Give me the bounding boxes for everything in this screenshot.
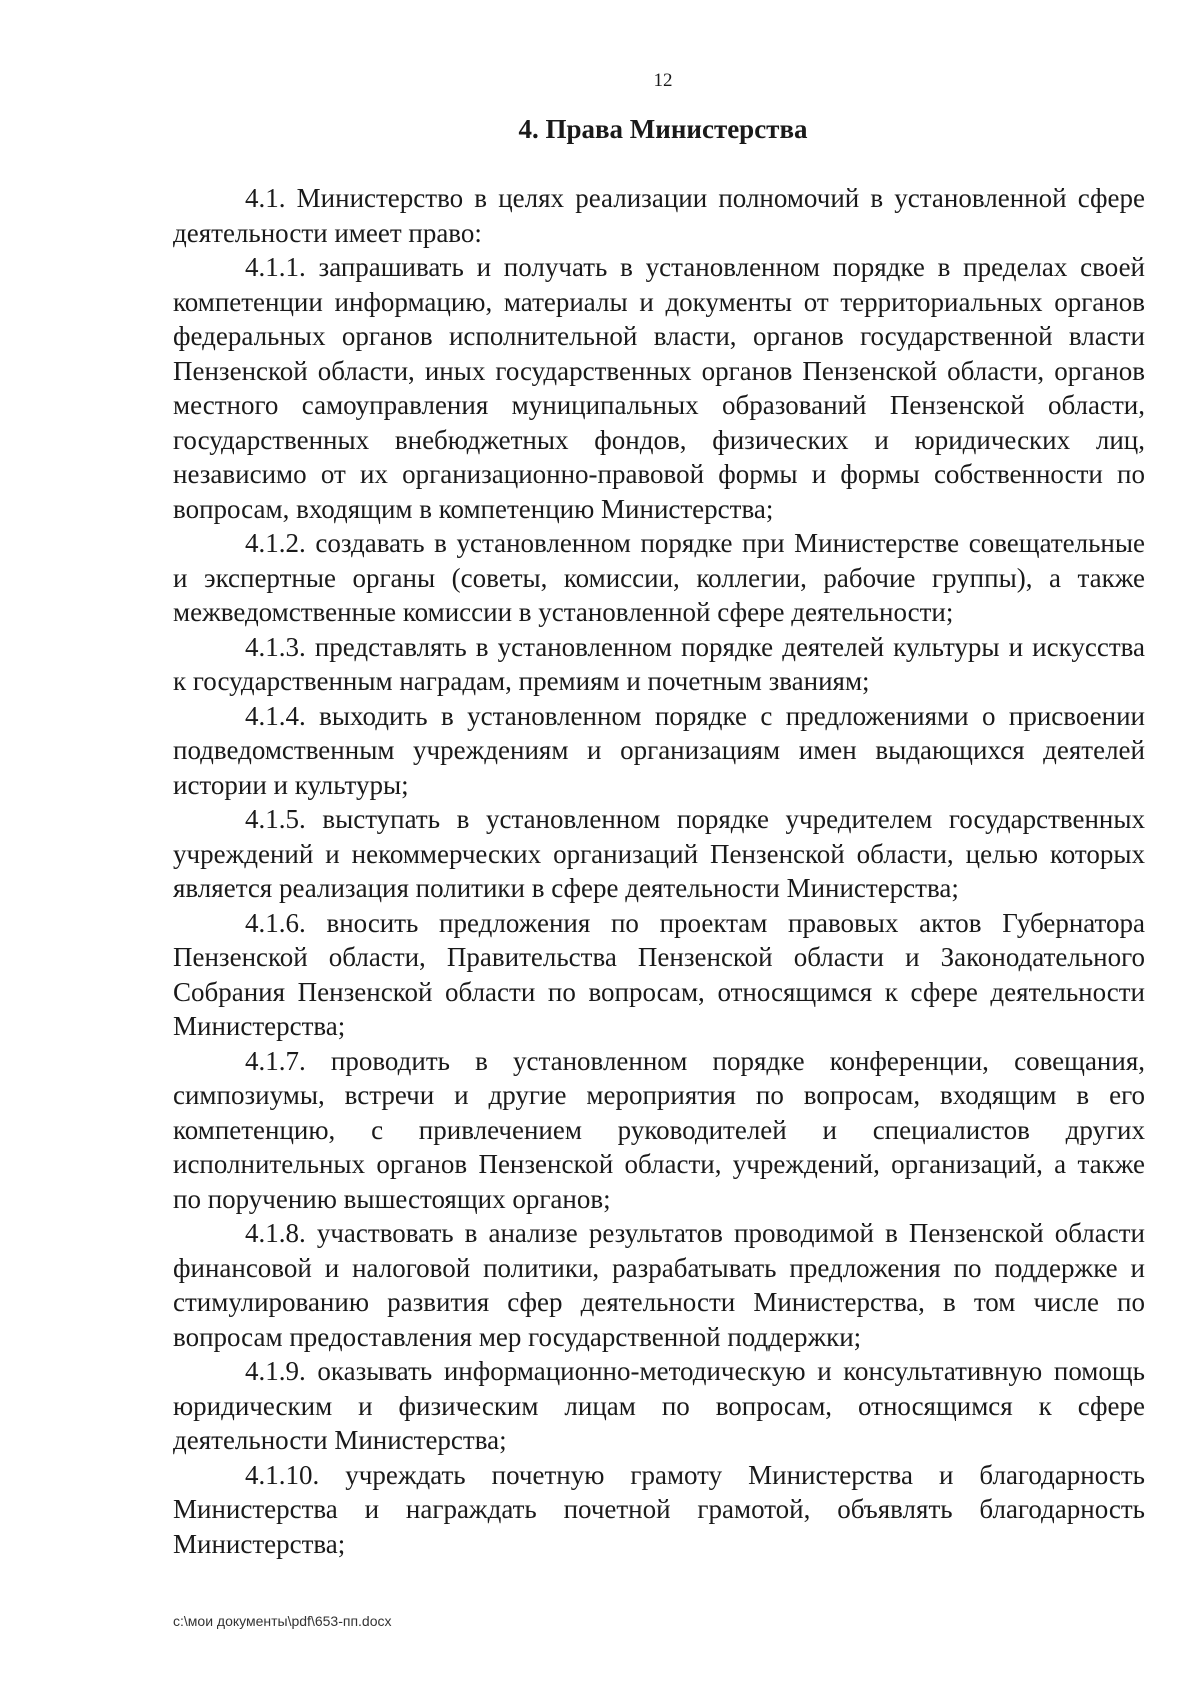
paragraph-4-1-9: 4.1.9. оказывать информационно-методическую и консультативную помощь юридическим и физическим лицам по вопросам, относящимся к сфере деятельности Министерства; bbox=[173, 1356, 1145, 1455]
paragraph-4-1-6: 4.1.6. вносить предложения по проектам правовых актов Губернатора Пензенской области, Правительства Пензенской области и Законодательного Собрания Пензенской области по вопросам, относящимся к сфере деятельности Министерства; bbox=[173, 907, 1145, 1041]
paragraph-4-1-8: 4.1.8. участвовать в анализе результатов проводимой в Пензенской области финансовой и налоговой политики, разрабатывать предложения по поддержке и стимулированию развития сфер деятельности Министерства, в том числе по вопросам предоставления мер государственной поддержки; bbox=[173, 1218, 1145, 1352]
paragraph-4-1-4: 4.1.4. выходить в установленном порядке с предложениями о присвоении подведомственным учреждениям и организациям имен выдающихся деятелей истории и культуры; bbox=[173, 700, 1145, 800]
paragraph-4-1: 4.1. Министерство в целях реализации полномочий в установленной сфере деятельности имеет право: bbox=[173, 183, 1145, 248]
section-heading: 4. Права Министерства bbox=[518, 114, 808, 144]
document-body bbox=[173, 181, 1145, 1561]
paragraph-4-1-3: 4.1.3. представлять в установленном порядке деятелей культуры и искусства к государственным наградам, премиям и почетным званиям; bbox=[173, 631, 1145, 696]
paragraph-4-1-5: 4.1.5. выступать в установленном порядке учредителем государственных учреждений и некоммерческих организаций Пензенской области, целью которых является реализация политики в сфере деятельности Министерства; bbox=[173, 804, 1145, 903]
footer-file-path: c:\мои документы\pdf\653-пп.docx bbox=[173, 1613, 392, 1629]
page-number: 12 bbox=[653, 70, 673, 91]
paragraph-4-1-1: 4.1.1. запрашивать и получать в установленном порядке в пределах своей компетенции информацию, материалы и документы от территориальных органов федеральных органов исполнительной власти, органов государственной власти Пензенской области, иных государственных органов Пензенской области, органов местного самоуправления муниципальных образований Пензенской области, государственных внебюджетных фондов, физических и юридических лиц, независимо от их организационно-правовой формы и формы собственности по вопросам, входящим в компетенцию Министерства; bbox=[173, 252, 1145, 524]
paragraph-4-1-10: 4.1.10. учреждать почетную грамоту Министерства и благодарность Министерства и награждать почетной грамотой, объявлять благодарность Министерства; bbox=[173, 1459, 1145, 1559]
paragraph-4-1-7: 4.1.7. проводить в установленном порядке конференции, совещания, симпозиумы, встречи и другие мероприятия по вопросам, входящим в его компетенцию, с привлечением руководителей и специалистов других исполнительных органов Пензенской области, учреждений, организаций, а также по поручению вышестоящих органов; bbox=[173, 1045, 1145, 1214]
paragraph-4-1-2: 4.1.2. создавать в установленном порядке при Министерстве совещательные и экспертные органы (советы, комиссии, коллегии, рабочие группы), а также межведомственные комиссии в установленной сфере деятельности; bbox=[173, 528, 1145, 627]
